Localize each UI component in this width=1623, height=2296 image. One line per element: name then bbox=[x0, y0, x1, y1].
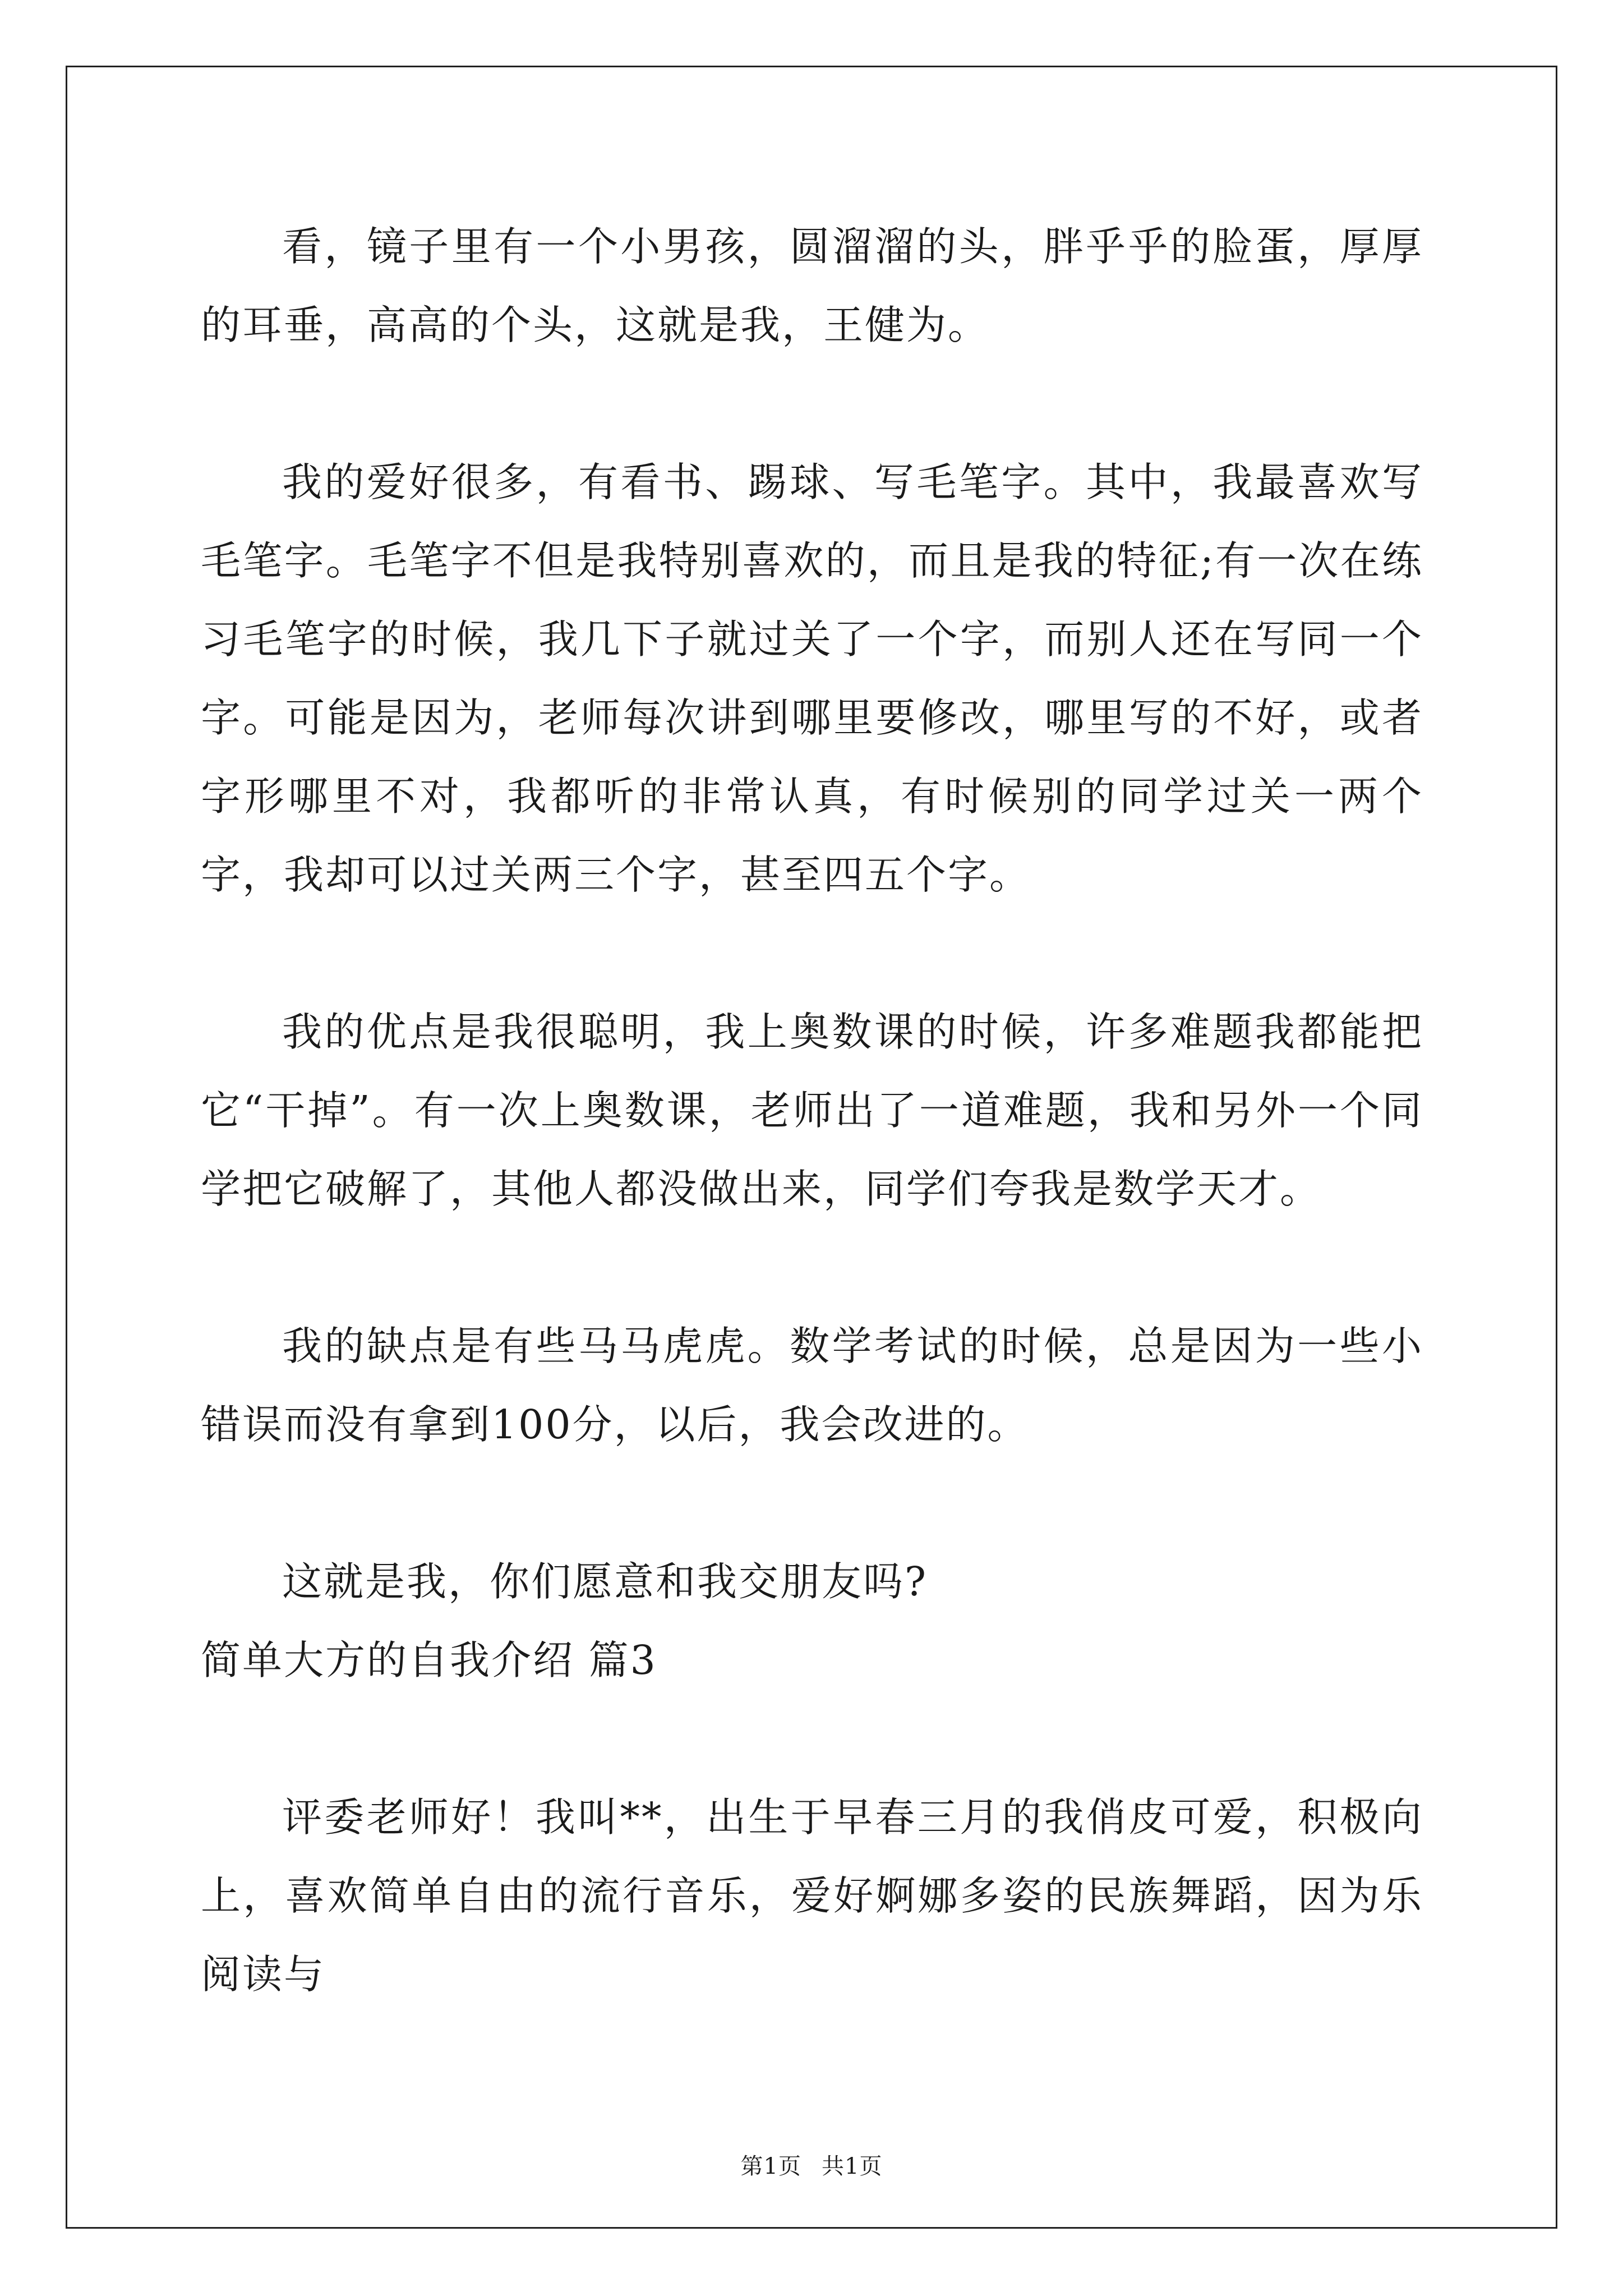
paragraph-3: 我的优点是我很聪明，我上奥数课的时候，许多难题我都能把它“干掉”。有一次上奥数课，老师出了一道难题，我和另外一个同学把它破解了，其他人都没做出来，同学们夸我是数学天才。 bbox=[201, 1009, 1423, 1212]
paragraph-spacer bbox=[201, 365, 1423, 443]
paragraph-4: 我的缺点是有些马马虎虎。数学考试的时候，总是因为一些小错误而没有拿到100分，以后，我会改进的。 bbox=[201, 1323, 1423, 1448]
paragraph-2: 我的爱好很多，有看书、踢球、写毛笔字。其中，我最喜欢写毛笔字。毛笔字不但是我特别喜欢的，而且是我的特征;有一次在练习毛笔字的时候，我几下子就过关了一个字，而别人还在写同一个字。可能是因为，老师每次讲到哪里要修改，哪里写的不好，或者字形哪里不对，我都听的非常认真，有时候别的同学过关一两个字，我却可以过关两三个字，甚至四五个字。 bbox=[201, 459, 1423, 898]
paragraph-spacer bbox=[201, 1464, 1423, 1543]
paragraph-1: 看，镜子里有一个小男孩，圆溜溜的头，胖乎乎的脸蛋，厚厚的耳垂，高高的个头，这就是我，王健为。 bbox=[201, 223, 1423, 348]
page-number: 第1页 bbox=[740, 2154, 801, 2179]
document-body bbox=[201, 208, 1423, 2014]
paragraph-spacer bbox=[201, 914, 1423, 993]
section-heading: 简单大方的自我介绍 篇3 bbox=[201, 1637, 657, 1683]
paragraph-spacer bbox=[201, 1700, 1423, 1778]
page-footer bbox=[0, 2148, 1623, 2180]
paragraph-spacer bbox=[201, 1228, 1423, 1307]
paragraph-6: 评委老师好！我叫**，出生于早春三月的我俏皮可爱，积极向上，喜欢简单自由的流行音乐，爱好婀娜多姿的民族舞蹈，因为乐阅读与 bbox=[201, 1794, 1423, 1998]
page-total: 共1页 bbox=[822, 2154, 883, 2179]
paragraph-5: 这就是我，你们愿意和我交朋友吗? bbox=[282, 1558, 928, 1605]
